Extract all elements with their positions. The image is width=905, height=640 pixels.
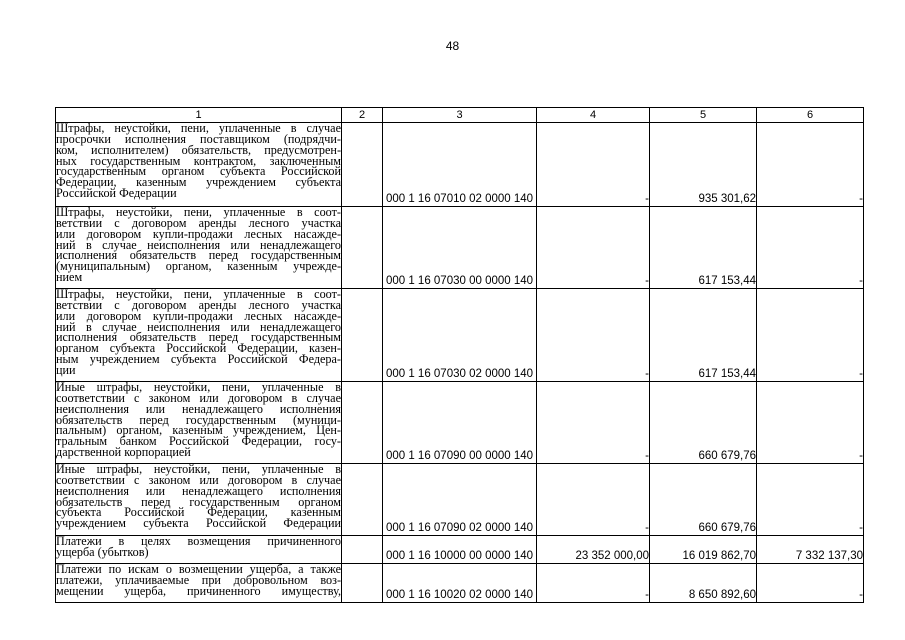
description-line: Иные штрафы, неустойки, пени, уплаченные в (56, 381, 341, 394)
column-4-value: 23 352 000,00 (537, 536, 650, 564)
description-line: пальным) органом, казенным учреждением, Цен- (56, 423, 341, 438)
column-4-value: - (537, 564, 650, 603)
empty-cell (342, 123, 383, 207)
description-line: Платежи по искам о возмещении ущерба, а также (56, 563, 341, 576)
budget-code-cell: 000 1 16 07090 02 0000 140 (383, 464, 537, 536)
description-line: ний в случае неисполнения или ненадлежащего (56, 237, 341, 252)
header-row (56, 108, 864, 123)
description-cell (56, 536, 342, 564)
description-line: (муниципальным) органом, казенным учрежде- (56, 259, 341, 274)
column-5-value: 617 153,44 (650, 207, 757, 289)
description-line: ным учреждением субъекта Российской Федера- (56, 352, 341, 367)
description-line: тральным банком Российской Федерации, госу- (56, 434, 341, 449)
table-row (56, 207, 864, 289)
description-line: ущерба (убытков) (56, 544, 149, 559)
description-line: государственным органом субъекта Российской (56, 164, 341, 179)
budget-code-cell: 000 1 16 10020 02 0000 140 (383, 564, 537, 603)
description-line: исполнения обязательств перед государственным (56, 330, 341, 345)
description-line: учреждением субъекта Российской Федерации (56, 516, 341, 531)
description-cell (56, 382, 342, 464)
description-cell (56, 123, 342, 207)
table-row (56, 464, 864, 536)
description-line: или договором купли-продажи лесных насажде- (56, 226, 341, 241)
empty-cell (342, 536, 383, 564)
column-6-value: - (757, 382, 864, 464)
description-line: неисполнения или ненадлежащего исполнения (56, 401, 341, 416)
description-line: или договором купли-продажи лесных насажде- (56, 308, 341, 323)
description-cell (56, 289, 342, 382)
column-6-value: - (757, 123, 864, 207)
column-5-value: 660 679,76 (650, 382, 757, 464)
header-cell-3: 3 (383, 108, 537, 123)
budget-table (55, 107, 864, 603)
header-cell-2: 2 (342, 108, 383, 123)
empty-cell (342, 564, 383, 603)
header-cell-1: 1 (56, 108, 342, 123)
column-6-value: - (757, 564, 864, 603)
table-row (56, 564, 864, 603)
table-row (56, 382, 864, 464)
column-4-value: - (537, 382, 650, 464)
description-line: неисполнения или ненадлежащего исполнения (56, 483, 341, 498)
description-line: Штрафы, неустойки, пени, уплаченные в случае (56, 122, 341, 135)
column-6-value: - (757, 289, 864, 382)
empty-cell (342, 464, 383, 536)
column-4-value: - (537, 123, 650, 207)
description-line: нием (56, 270, 83, 285)
table-row (56, 289, 864, 382)
description-line: ции (56, 362, 76, 377)
column-4-value: - (537, 207, 650, 289)
description-line: Федерации, казенным учреждением субъекта (56, 175, 341, 190)
description-line: органом субъекта Российской Федерации, казен- (56, 341, 341, 356)
column-6-value: 7 332 137,30 (757, 536, 864, 564)
column-5-value: 8 650 892,60 (650, 564, 757, 603)
description-line: соответствии с законом или договором в случае (56, 390, 341, 405)
description-line: ных государственным контрактом, заключенным (56, 153, 341, 168)
description-cell (56, 464, 342, 536)
description-line: ком, исполнителем) обязательств, предусмотрен- (56, 142, 341, 157)
budget-code-cell: 000 1 16 07030 02 0000 140 (383, 289, 537, 382)
column-4-value: - (537, 464, 650, 536)
description-line: ний в случае неисполнения или ненадлежащего (56, 319, 341, 334)
table-row (56, 123, 864, 207)
description-cell (56, 564, 342, 603)
description-line: обязательств перед государственным (муници- (56, 412, 341, 427)
column-5-value: 935 301,62 (650, 123, 757, 207)
description-line: Штрафы, неустойки, пени, уплаченные в соот- (56, 288, 341, 301)
description-cell (56, 207, 342, 289)
description-line: Платежи в целях возмещения причиненного (56, 535, 341, 548)
description-line: Иные штрафы, неустойки, пени, уплаченные в (56, 463, 341, 476)
description-line: субъекта Российской Федерации, казенным (56, 505, 341, 520)
table-row (56, 536, 864, 564)
budget-code-cell: 000 1 16 07010 02 0000 140 (383, 123, 537, 207)
column-6-value: - (757, 207, 864, 289)
empty-cell (342, 207, 383, 289)
column-4-value: - (537, 289, 650, 382)
column-6-value: - (757, 464, 864, 536)
description-line: исполнения обязательств перед государственным (56, 248, 341, 263)
column-5-value: 660 679,76 (650, 464, 757, 536)
description-line: ветствии с договором аренды лесного участка (56, 215, 341, 230)
description-line: Российской Федерации (56, 186, 177, 201)
description-line: ветствии с договором аренды лесного участка (56, 297, 341, 312)
empty-cell (342, 289, 383, 382)
column-5-value: 617 153,44 (650, 289, 757, 382)
header-cell-4: 4 (537, 108, 650, 123)
header-cell-6: 6 (757, 108, 864, 123)
description-line: обязательств перед государственным органом (56, 494, 341, 509)
budget-code-cell: 000 1 16 07090 00 0000 140 (383, 382, 537, 464)
description-line: Штрафы, неустойки, пени, уплаченные в соот- (56, 206, 341, 219)
header-cell-5: 5 (650, 108, 757, 123)
empty-cell (342, 382, 383, 464)
page-number: 48 (445, 39, 460, 53)
column-5-value: 16 019 862,70 (650, 536, 757, 564)
description-line: платежи, уплачиваемые при добровольном воз- (56, 572, 341, 587)
description-line: соответствии с законом или договором в случае (56, 472, 341, 487)
description-line: дарственной корпорацией (56, 445, 191, 460)
table-body (56, 108, 864, 603)
budget-code-cell: 000 1 16 07030 00 0000 140 (383, 207, 537, 289)
description-line: мещении ущерба, причиненного имуществу, (56, 583, 341, 598)
budget-code-cell: 000 1 16 10000 00 0000 140 (383, 536, 537, 564)
description-line: просрочки исполнения поставщиком (подрядчи- (56, 131, 341, 146)
